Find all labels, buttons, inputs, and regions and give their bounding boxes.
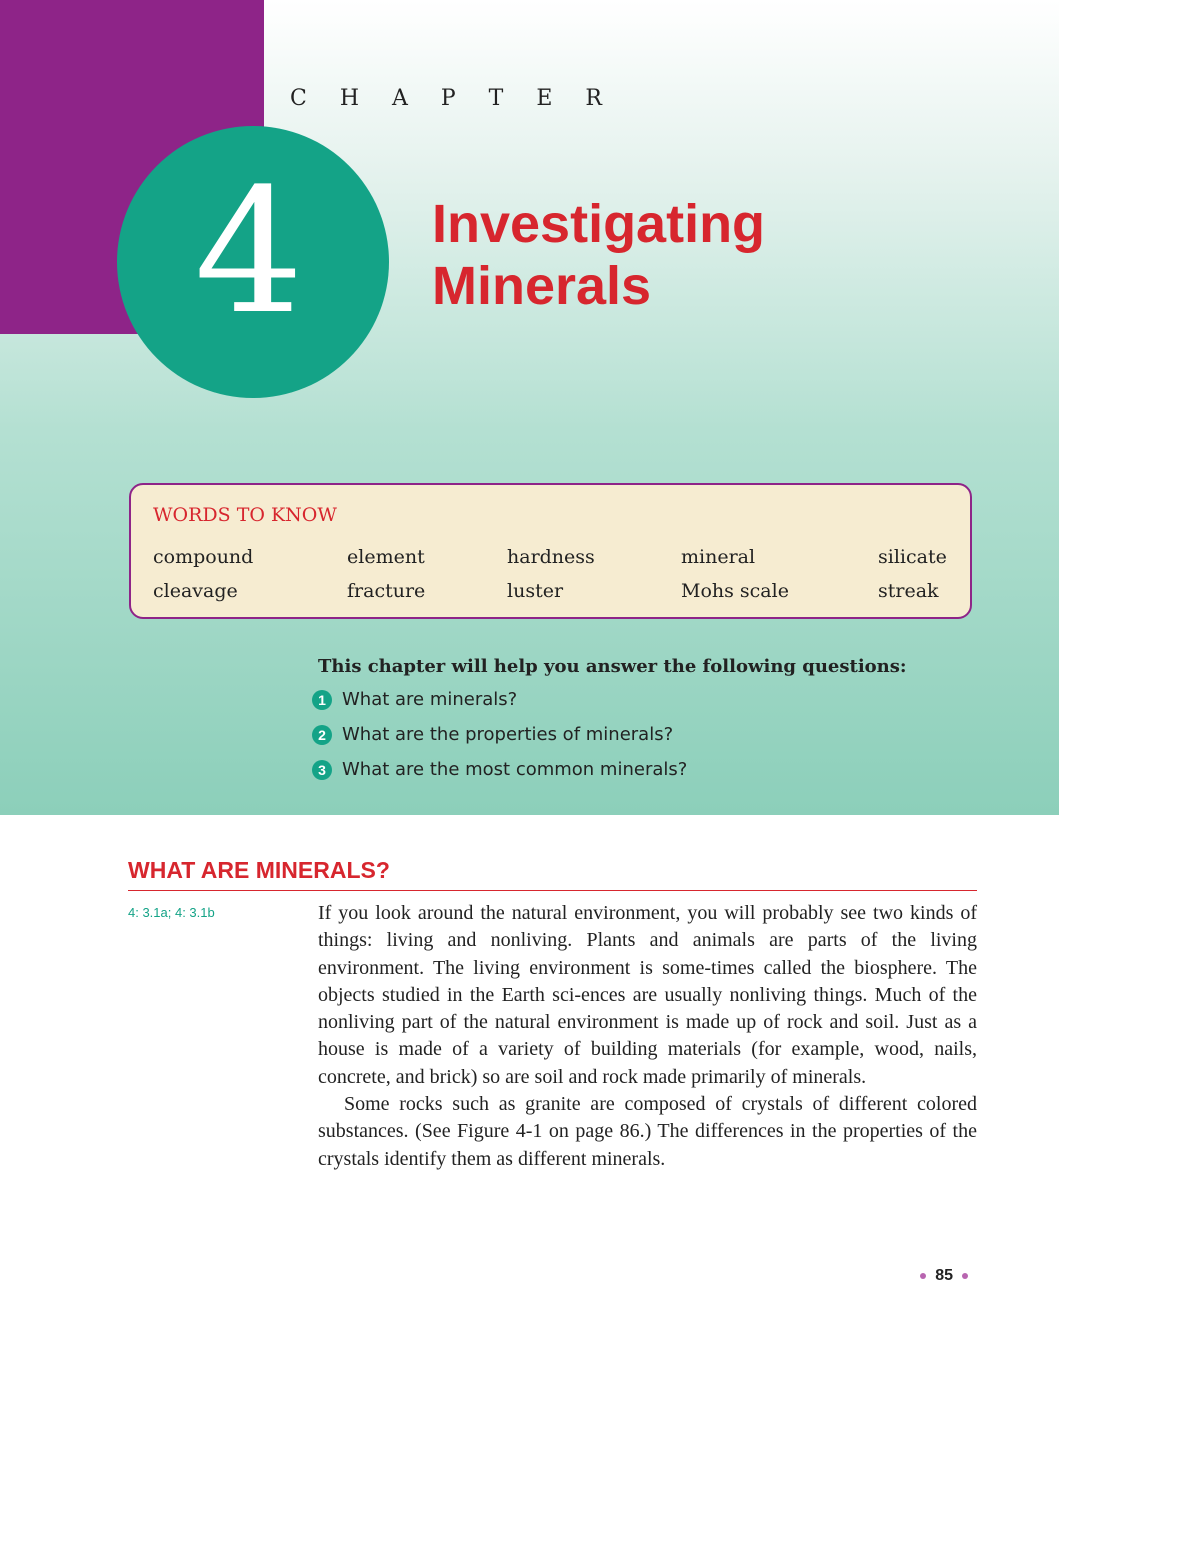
section-heading: WHAT ARE MINERALS? (128, 857, 390, 883)
section-divider (128, 890, 977, 891)
chapter-questions (318, 652, 998, 787)
question-number-badge: 1 (312, 690, 332, 710)
vocab-word: luster (507, 580, 564, 602)
vocab-word: hardness (507, 546, 595, 568)
body-text (318, 900, 977, 1173)
body-paragraph: If you look around the natural environment, you will probably see two kinds of things: living and nonliving. Plants and animals are parts of the living environment. The living environment is some-times called the biosphere. The objects studied in the Earth sci-ences are usually nonliving things. Much of the nonliving part of the natural environment is made up of rock and soil. Just as a house is made of a variety of building materials (for example, wood, nails, concrete, and brick) so are soil and rock made primarily of minerals. (318, 902, 977, 1088)
question-number-badge: 2 (312, 725, 332, 745)
vocab-word: compound (153, 546, 254, 568)
vocab-word: mineral (681, 546, 756, 568)
question-number-badge: 3 (312, 760, 332, 780)
question-item (312, 752, 998, 787)
question-text: What are minerals? (342, 689, 518, 710)
bullet-dot-icon (962, 1273, 968, 1279)
chapter-title-line-2: Minerals (432, 256, 652, 316)
chapter-number: 4 (194, 151, 304, 352)
chapter-title-line-1: Investigating (432, 194, 766, 254)
standards-reference: 4: 3.1a; 4: 3.1b (128, 905, 215, 920)
page-footer (895, 1267, 977, 1285)
page-number: 85 (935, 1267, 953, 1284)
vocab-word: Mohs scale (681, 580, 789, 602)
vocab-word: streak (878, 580, 939, 602)
questions-intro: This chapter will help you answer the following questions: (318, 656, 907, 677)
words-to-know-heading: WORDS TO KNOW (153, 504, 337, 526)
bullet-dot-icon (920, 1273, 926, 1279)
question-text: What are the most common minerals? (342, 759, 688, 780)
chapter-number-badge (117, 126, 389, 398)
vocab-word: silicate (878, 546, 947, 568)
question-text: What are the properties of minerals? (342, 724, 674, 745)
question-item (312, 682, 998, 717)
words-to-know-box (129, 483, 972, 619)
chapter-title (432, 193, 952, 317)
vocab-word: element (347, 546, 425, 568)
chapter-label: C H A P T E R (290, 86, 615, 111)
body-paragraph: Some rocks such as granite are composed of crystals of different colored substances. (See Figure 4-1 on page 86.) The differences in the properties of the crystals identify them as different minerals. (318, 1093, 977, 1170)
question-item (312, 717, 998, 752)
vocab-word: cleavage (153, 580, 238, 602)
vocab-word: fracture (347, 580, 426, 602)
